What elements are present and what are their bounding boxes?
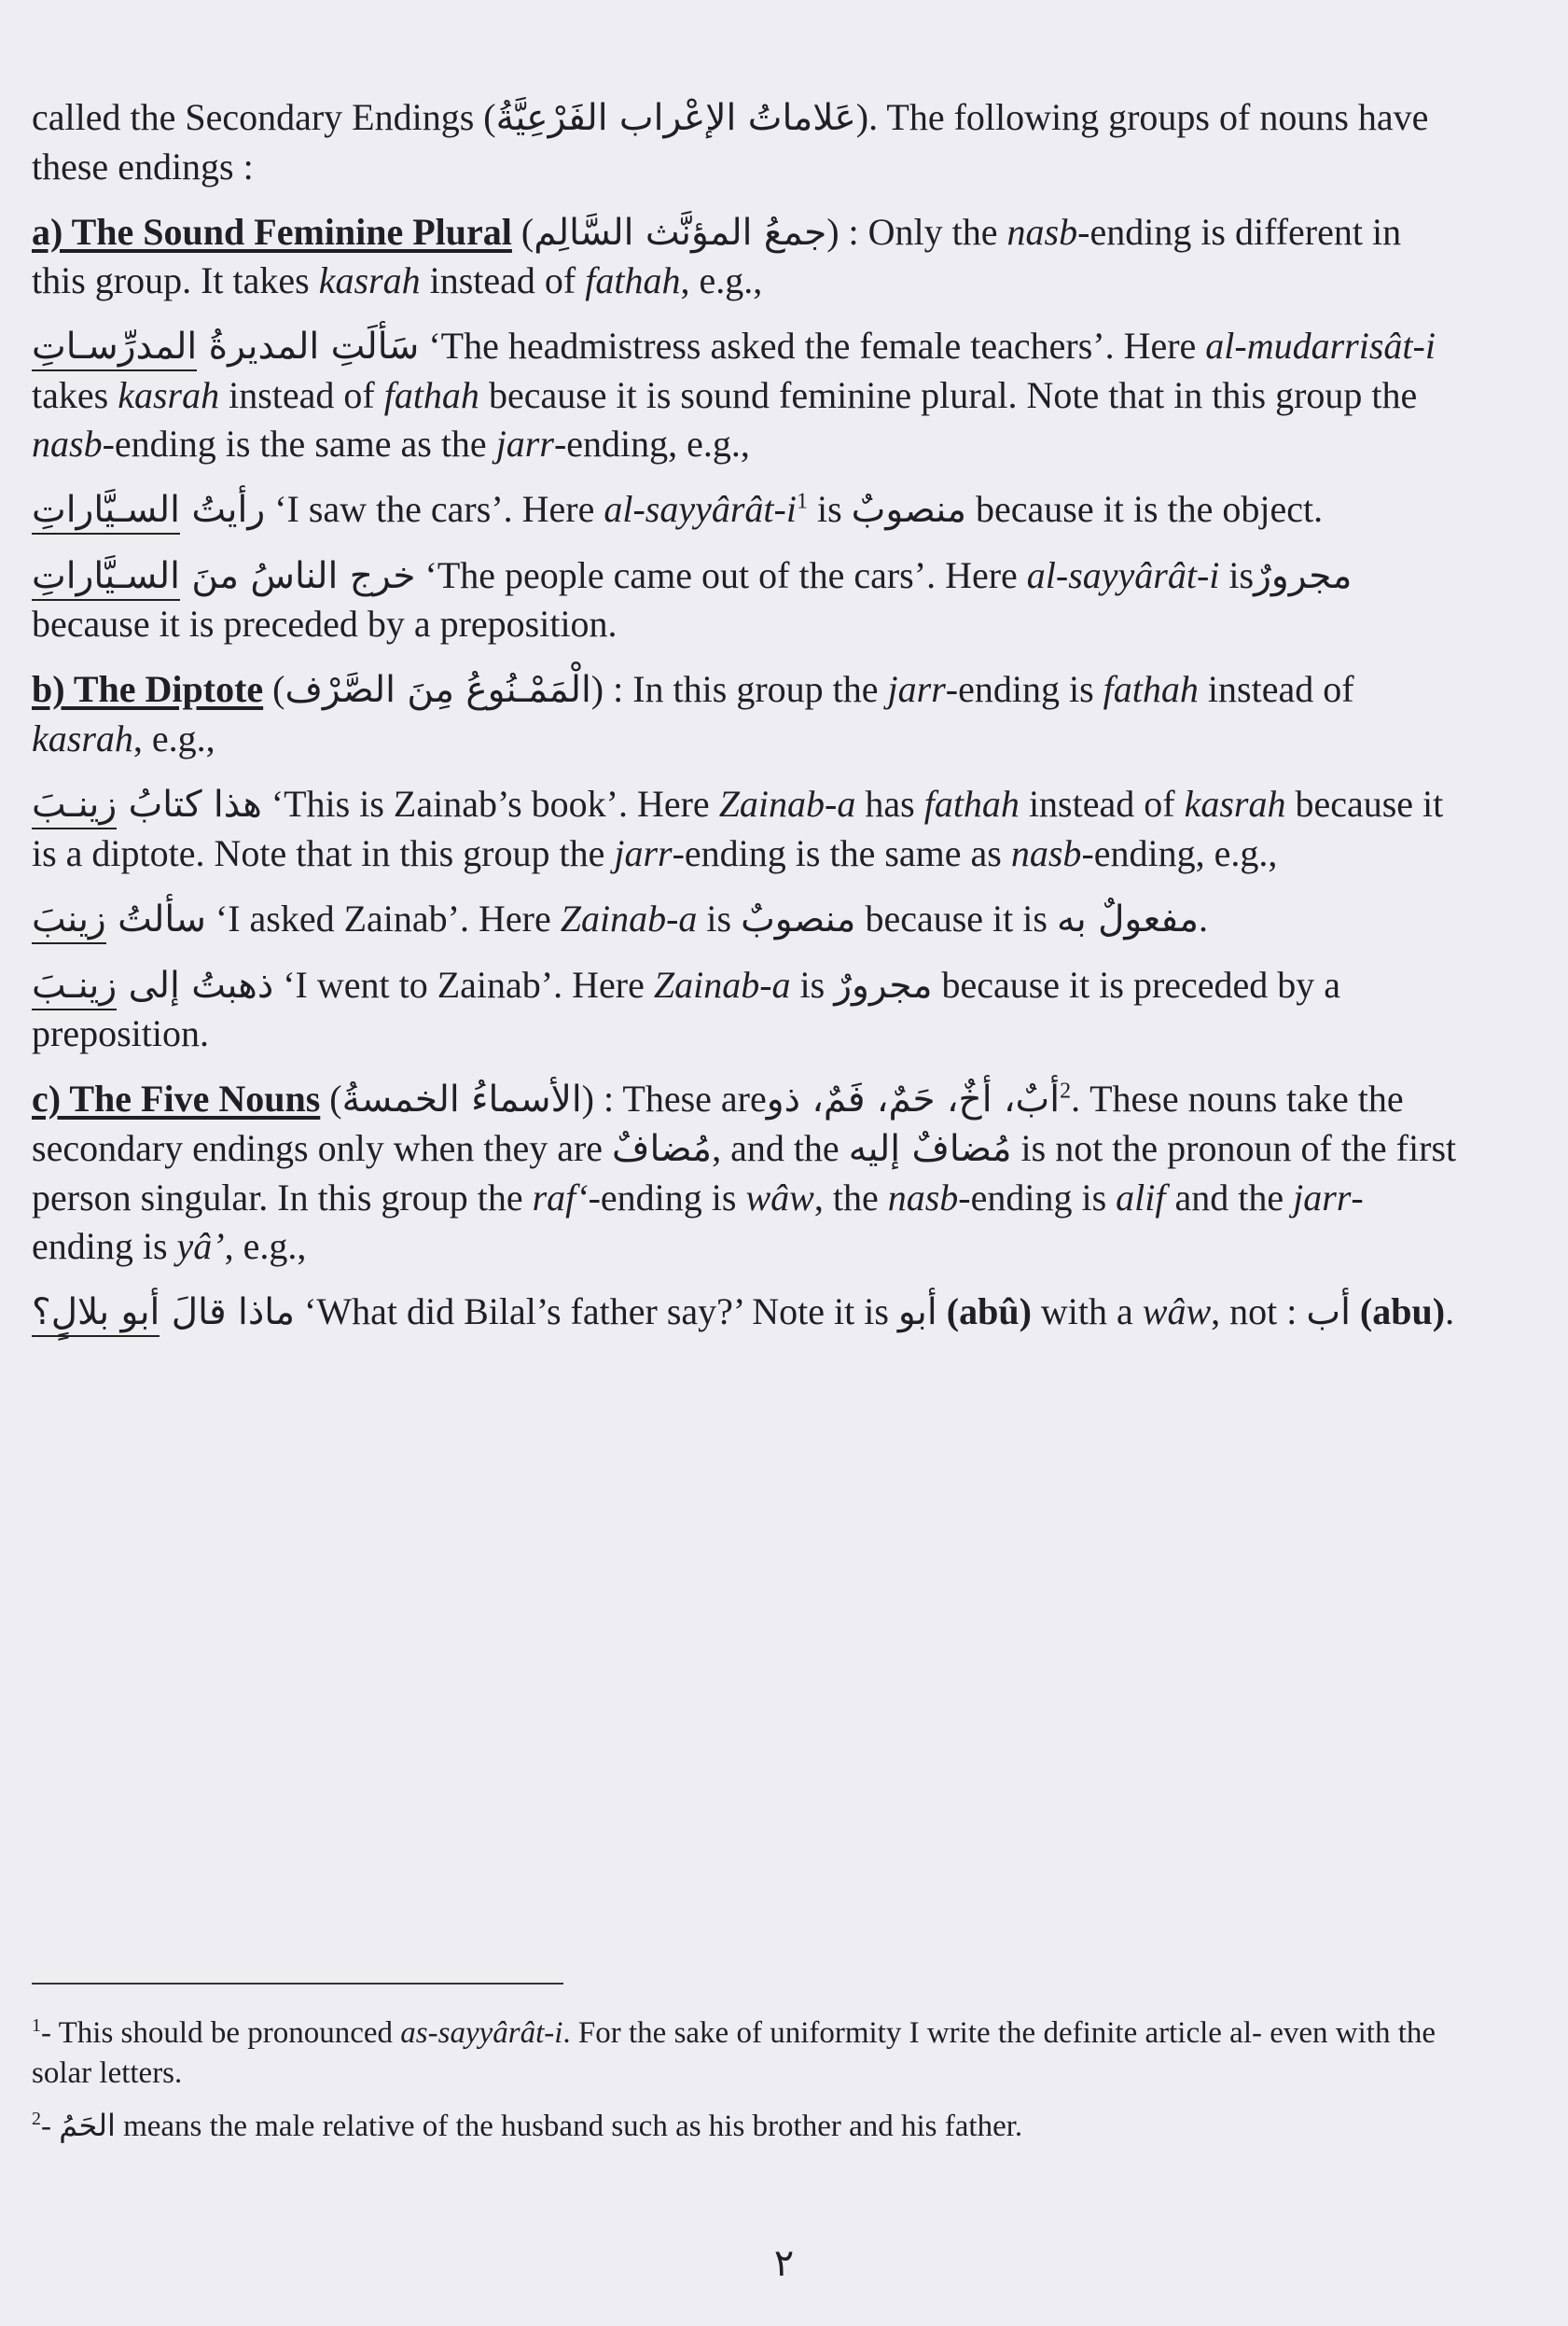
text: ‘The headmistress asked the female teachers’. Here [419, 325, 1206, 368]
arabic-example [32, 1291, 295, 1337]
arabic-term: منصوبٌ [741, 898, 856, 940]
italic-term: jarr [495, 423, 554, 466]
text: because it is the object. [966, 488, 1324, 531]
text: , e.g., [224, 1224, 307, 1267]
text: is [790, 963, 835, 1006]
arabic-example [32, 965, 273, 1010]
italic-term: wâw [1142, 1289, 1212, 1332]
footnote-number: 2 [32, 2108, 41, 2129]
section-b-example-1 [32, 780, 1459, 878]
arabic-underlined: السـيَّاراتِ [32, 555, 180, 601]
section-heading: c) The Five Nouns [32, 1078, 321, 1121]
arabic-term: مجرورٌ [834, 964, 933, 1007]
arabic-text: ذهبتُ إلى [117, 964, 274, 1007]
text: means the male relative of the husband such as his brother and his father. [115, 2109, 1023, 2143]
text: , not : [1211, 1289, 1307, 1332]
text: In this group the [632, 668, 888, 711]
arabic-underlined: السـيَّاراتِ [32, 489, 180, 535]
arabic-term: الْمَمْـنُوعُ مِنَ الصَّرْف [284, 669, 591, 712]
text: . These nouns take the secondary endings only when they are [32, 1078, 1404, 1169]
footnote-divider [32, 1983, 563, 1985]
italic-term: as-sayyârât-i [400, 2016, 563, 2050]
arabic-underlined: أبو بلالٍ؟ [32, 1291, 160, 1337]
italic-term: nasb [887, 1176, 959, 1219]
text: , and the [712, 1126, 849, 1169]
text: - This should be pronounced [41, 2016, 401, 2050]
paren: ( [320, 1078, 342, 1121]
arabic-term: عَلاماتُ الإعْراب الفَرْعِيَّةُ [495, 97, 856, 139]
text: is [1219, 553, 1255, 596]
text: -ending is [958, 1176, 1117, 1219]
italic-term: kasrah [1184, 783, 1286, 826]
arabic-text: سألتُ [105, 898, 206, 940]
text: because it is a diptote. Note that in this group the [32, 783, 1444, 874]
italic-term: alif [1116, 1176, 1166, 1219]
paren: ) : [590, 668, 633, 711]
footnotes [32, 2013, 1487, 2160]
arabic-example [32, 489, 265, 535]
italic-term: al-sayyârât-i [604, 488, 797, 531]
arabic-term: أبٌ، أخٌ، حَمٌ، فَمٌ، ذو [766, 1079, 1061, 1121]
text: These are [622, 1078, 767, 1121]
section-b-example-3 [32, 961, 1459, 1059]
text: instead of [219, 374, 384, 417]
text: , e.g., [132, 717, 215, 760]
arabic-term: أب [1306, 1290, 1351, 1333]
section-heading: b) The Diptote [32, 668, 264, 711]
text: -ending is [588, 1176, 746, 1219]
arabic-term: مُضافٌ إليه [848, 1127, 1012, 1170]
italic-term: Zainab-a [560, 897, 698, 940]
footnote-ref: 2 [1060, 1079, 1072, 1104]
arabic-text: ماذا قالَ [160, 1290, 296, 1333]
text: -ending is the same as [672, 831, 1011, 874]
footnote-1 [32, 2013, 1487, 2094]
italic-term: Zainab-a [653, 963, 791, 1006]
section-a-example-2 [32, 485, 1459, 535]
text: instead of [1198, 668, 1354, 711]
arabic-text: خرج الناسُ منَ [179, 554, 416, 597]
italic-term: yâ’ [176, 1224, 225, 1267]
text: because it is sound feminine plural. Note that in this group the [479, 374, 1418, 417]
arabic-example [32, 555, 416, 601]
arabic-term: الحَمُ [59, 2107, 116, 2143]
section-a-intro [32, 208, 1459, 306]
text: , the [813, 1176, 888, 1219]
bold-term: (abû) [937, 1289, 1032, 1332]
italic-term: fathah [585, 259, 681, 302]
paren: ) : [826, 210, 868, 253]
text: , e.g., [680, 259, 763, 302]
italic-term: jarr [614, 831, 673, 874]
paren: ) : [581, 1078, 623, 1121]
text: is [807, 488, 852, 531]
text: instead of [420, 259, 586, 302]
arabic-term: مفعولٌ به [1056, 898, 1200, 940]
italic-term: wâw [745, 1176, 814, 1219]
section-a-example-1 [32, 322, 1459, 468]
italic-term: fathah [923, 783, 1020, 826]
text: . For the sake of uniformity I write the definite article al- even with the solar letters. [32, 2016, 1436, 2090]
text: -ending is different in this group. It takes [32, 210, 1402, 302]
arabic-underlined: زينـبَ [32, 784, 117, 829]
text: . [1445, 1289, 1455, 1332]
italic-term: jarr [887, 668, 946, 711]
italic-term: al-sayyârât-i [1026, 553, 1220, 596]
text: ). The following groups of nouns have these endings : [32, 96, 1429, 188]
arabic-term: مجرورٌ [1254, 554, 1353, 597]
text: -ending is the same as the [102, 423, 496, 466]
section-a-example-3 [32, 551, 1459, 649]
text: ‘What did Bilal’s father say?’ Note it is [295, 1289, 898, 1332]
italic-term: nasb [1006, 210, 1078, 253]
text: ‘The people came out of the cars’. Here [415, 553, 1027, 596]
italic-term: kasrah [318, 259, 421, 302]
italic-term: al-mudarrisât-i [1205, 325, 1436, 368]
italic-term: fathah [383, 374, 479, 417]
italic-term: nasb [32, 423, 103, 466]
text: ‘This is Zainab’s book’. Here [261, 783, 719, 826]
arabic-term: منصوبٌ [851, 489, 967, 532]
text: . [1199, 897, 1209, 940]
italic-term: kasrah [118, 374, 220, 417]
italic-term: Zainab-a [718, 783, 856, 826]
text: is [697, 897, 742, 940]
italic-term: raf‘ [532, 1176, 589, 1219]
text: called the Secondary Endings ( [32, 96, 496, 138]
footnote-2 [32, 2107, 1487, 2147]
section-b-example-2 [32, 895, 1459, 944]
section-c-intro [32, 1075, 1459, 1270]
arabic-term: الأسماءُ الخمسةُ [341, 1079, 582, 1121]
italic-term: nasb [1010, 831, 1082, 874]
text: -ending is [32, 1176, 1364, 1267]
text: ‘I went to Zainab’. Here [273, 963, 654, 1006]
italic-term: kasrah [32, 717, 133, 760]
section-b-intro [32, 665, 1459, 763]
text: instead of [1019, 783, 1185, 826]
italic-term: fathah [1103, 668, 1199, 711]
text: and the [1165, 1176, 1294, 1219]
text: -ending, e.g., [553, 423, 750, 466]
section-heading: a) The Sound Feminine Plural [32, 210, 512, 253]
arabic-underlined: المدرِّسـاتِ [32, 326, 197, 371]
text: - [41, 2109, 60, 2143]
text: with a [1031, 1289, 1143, 1332]
bold-term: (abu) [1350, 1289, 1446, 1332]
italic-term: jarr [1293, 1176, 1352, 1219]
section-c-example [32, 1288, 1459, 1337]
intro-paragraph [32, 93, 1459, 191]
arabic-example [32, 326, 419, 371]
text: has [855, 783, 924, 826]
arabic-text: هذا كتابُ [117, 784, 262, 827]
page-number: ٢ [773, 2242, 795, 2285]
arabic-underlined: زينـبَ [32, 965, 117, 1010]
footnote-number: 1 [32, 2015, 41, 2036]
text: because it is preceded by a preposition. [32, 603, 617, 646]
text: because it is preceded by a preposition. [32, 963, 1341, 1055]
text: is not the pronoun of the first person singular. In this group the [32, 1126, 1457, 1219]
arabic-term: أبو [897, 1290, 937, 1333]
paren: ( [511, 210, 534, 253]
text: ‘I asked Zainab’. Here [205, 897, 561, 940]
arabic-term: جمعُ المؤنَّث السَّالِم [534, 211, 827, 254]
arabic-term: مُضافٌ [612, 1127, 713, 1170]
arabic-example [32, 784, 262, 829]
paren: ( [263, 668, 285, 711]
footnote-ref: 1 [796, 489, 808, 514]
main-text [32, 93, 1459, 1353]
arabic-text: سَألَتِ المديرةُ [197, 326, 420, 369]
arabic-text: رأيتُ [179, 489, 266, 532]
text: -ending, e.g., [1081, 831, 1278, 874]
arabic-underlined: زينبَ [32, 898, 106, 944]
arabic-example [32, 898, 206, 944]
text: Only the [867, 210, 1007, 253]
text: -ending is [945, 668, 1103, 711]
text: because it is [855, 897, 1057, 940]
text: ‘I saw the cars’. Here [265, 488, 604, 531]
text: takes [32, 374, 118, 417]
